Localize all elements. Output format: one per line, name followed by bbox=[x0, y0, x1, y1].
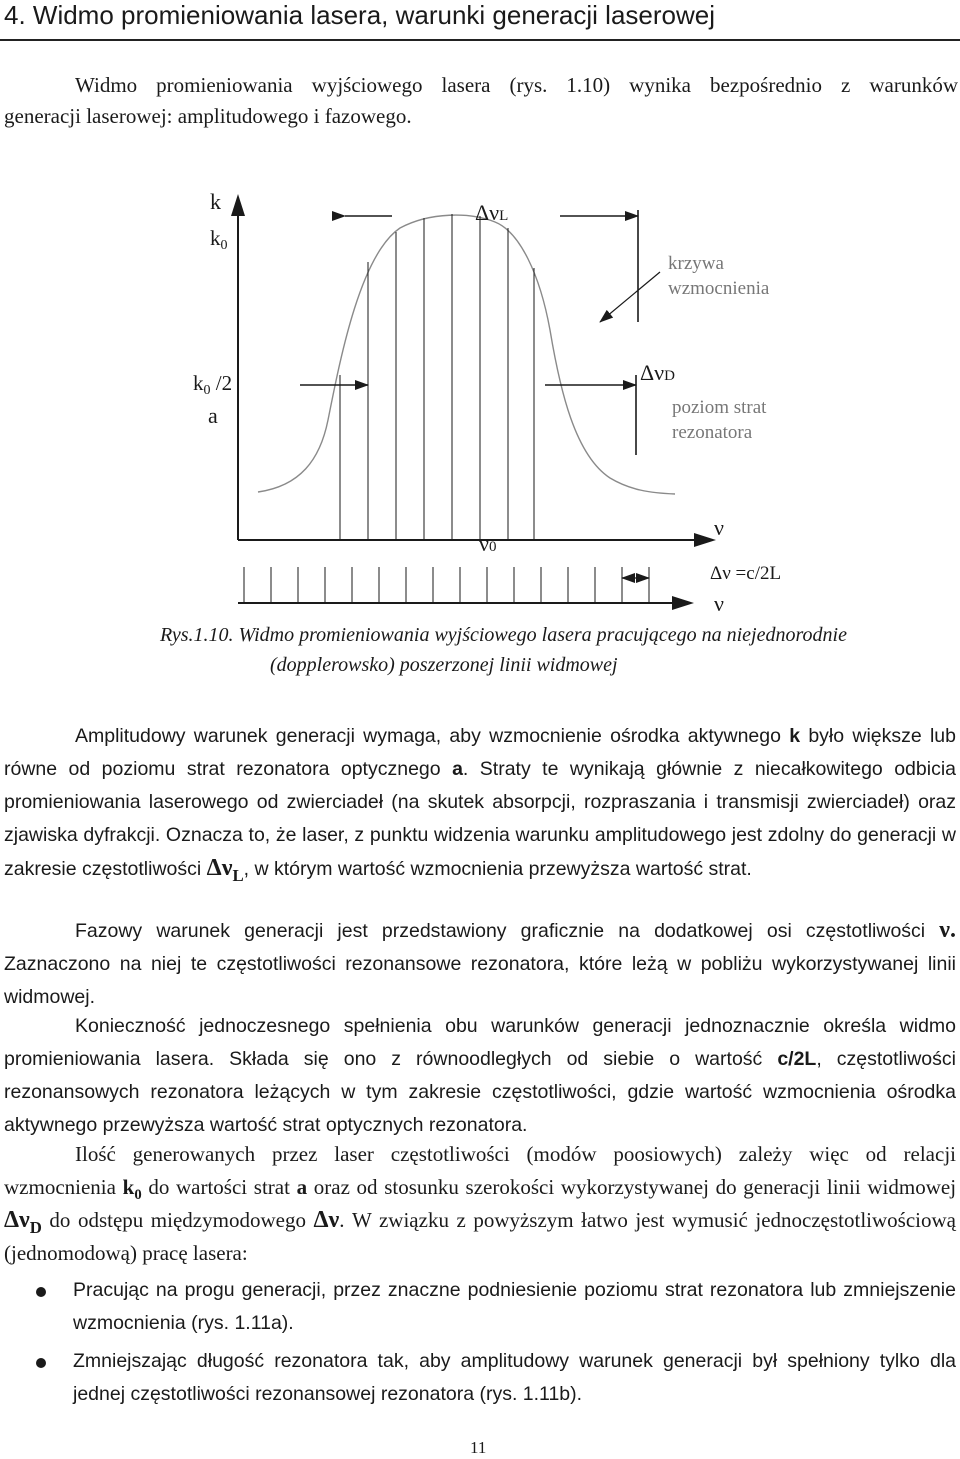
a-symbol-2: a bbox=[296, 1175, 308, 1199]
k-label: k bbox=[210, 189, 221, 214]
k-symbol: k bbox=[789, 725, 801, 747]
mode-lines bbox=[340, 214, 534, 540]
k0-symbol: $k_0$ bbox=[122, 1175, 142, 1204]
intro-line-2: generacji laserowej: amplitudowego i fazowego. bbox=[4, 104, 412, 128]
gain-curve-leader bbox=[600, 272, 660, 322]
gain-curve-label-1: krzywa bbox=[668, 253, 724, 274]
bullet-icon bbox=[36, 1358, 46, 1368]
dnuL-label: ΔνL bbox=[475, 200, 509, 225]
section-heading: 4. Widmo promieniowania lasera, warunki generacji laserowej bbox=[4, 0, 715, 30]
caption-line-1: Rys.1.10. Widmo promieniowania wyjściowego lasera pracującego na niejednorodnie bbox=[160, 624, 847, 646]
intro-line-1: Widmo promieniowania wyjściowego lasera (rys. 1.10) wynika bezpośrednio z warunków bbox=[75, 73, 958, 97]
dnu-symbol: Δν bbox=[313, 1207, 340, 1233]
k0-half-label: k0 /2 bbox=[193, 371, 233, 398]
list-item: Zmniejszając długość rezonatora tak, aby amplitudowy warunek generacji był spełniony tylko dla jednej częstotliwości rezonansowej rezonatora (rys. 1.11b). bbox=[4, 1345, 956, 1411]
paragraph-phase-condition: Fazowy warunek generacji jest przedstawiony graficznie na dodatkowej osi częstotliwości ν. Zaznaczono na niej te częstotliwości rezonansowe rezonatora, które leżą w pobliżu wykorzystywanej linii widmowej. bbox=[4, 917, 956, 1008]
dnuL-symbol: $\Delta\nu_L$ bbox=[206, 855, 244, 885]
gain-spectrum-figure bbox=[0, 180, 960, 620]
k0-label: k0 bbox=[210, 226, 228, 253]
paragraph-amplitude-condition: Amplitudowy warunek generacji wymaga, aby wzmocnienie ośrodka aktywnego k było większe lub równe od poziomu strat rezonatora optycznego a. Straty te wynikają głównie z niecałkowitego odbicia promieniowania laserowego od zwierciadeł (na skutek absorpcji, rozpraszania i transmisji zwierciadeł) oraz zjawiska dyfrakcji. Oznacza to, że laser, z punktu widzenia warunku amplitudowego jest zdolny do generacji w zakresie częstotliwości $\Delta\nu_L$, w którym wartość wzmocnienia przewyższa wartość strat. bbox=[4, 725, 956, 885]
nu0-label: ν0 bbox=[479, 531, 497, 556]
comb-teeth bbox=[244, 567, 649, 603]
loss-level-label-1: poziom strat bbox=[672, 397, 767, 418]
bullet-list bbox=[4, 1274, 956, 1416]
a-label: a bbox=[208, 403, 218, 428]
caption-line-2: (dopplerowsko) poszerzonej linii widmowej bbox=[270, 654, 618, 676]
nu-axis-label: ν bbox=[714, 515, 724, 540]
page-number: 11 bbox=[470, 1438, 487, 1457]
gain-curve-label-2: wzmocnienia bbox=[668, 278, 770, 299]
dnuD-symbol: $\Delta\nu_D$ bbox=[4, 1207, 42, 1237]
nu-axis-arrowhead bbox=[694, 533, 716, 547]
list-item: Pracując na progu generacji, przez znaczne podniesienie poziomu strat rezonatora lub zmniejszenie wzmocnienia (rys. 1.11a). bbox=[4, 1274, 956, 1340]
c2l-symbol: c/2L bbox=[777, 1048, 817, 1070]
heading-rule bbox=[0, 39, 960, 41]
figure-caption bbox=[160, 620, 920, 680]
comb-axis-arrowhead bbox=[672, 596, 694, 610]
intro-paragraph bbox=[4, 70, 958, 132]
bullet-icon bbox=[36, 1287, 46, 1297]
nu-symbol: ν. bbox=[939, 917, 956, 943]
gain-curve bbox=[258, 215, 675, 494]
loss-level-label-2: rezonatora bbox=[672, 422, 753, 443]
dnuD-label: ΔνD bbox=[640, 360, 675, 385]
k-axis-arrowhead bbox=[231, 194, 245, 216]
a-symbol: a bbox=[452, 758, 463, 780]
paragraph-mode-count: Ilość generowanych przez laser częstotliwości (modów poosiowych) zależy więc od relacji wzmocnienia $k_0$ do wartości strat a oraz od stosunku szerokości wykorzystywanej do generacji linii widmowej $\Delta\nu_D$ do odstępu międzymodowego Δν. W związku z powyższym łatwo jest wymusić jednoczęstotliwościową (jednomodową) pracę lasera: bbox=[4, 1142, 957, 1265]
paragraph-simultaneous-conditions: Konieczność jednoczesnego spełnienia obu warunków generacji jednoznacznie określa widmo promieniowania lasera. Składa się ono z równoodległych od siebie o wartość c/2L, częstotliwości rezonansowych rezonatora leżących w tym zakresie częstotliwości, gdzie wartość wzmocnienia ośrodka aktywnego przewyższa wartość strat optycznych rezonatora. bbox=[4, 1015, 956, 1136]
comb-axis-label: ν bbox=[714, 591, 724, 616]
mode-spacing-label: Δν =c/2L bbox=[710, 563, 782, 584]
